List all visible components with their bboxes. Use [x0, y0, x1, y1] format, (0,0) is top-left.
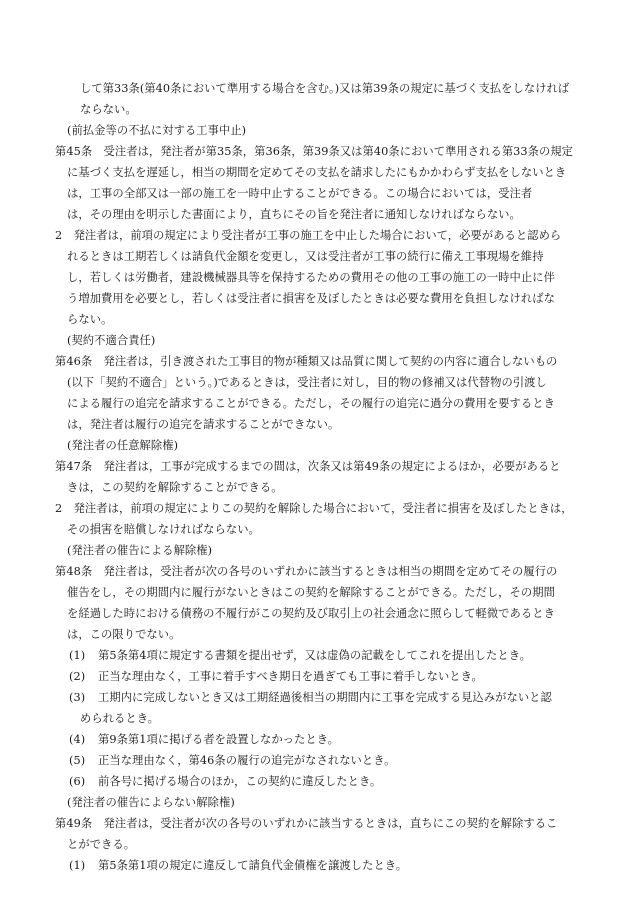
text-line: して第33条(第40条において準用する場合を含む。)又は第39条の規定に基づく支払をしなければ [80, 82, 570, 95]
text-line: を経過した時における債務の不履行がこの契約及び取引上の社会通念に照らして軽微であるとき [67, 607, 555, 620]
article-line: 第46条 発注者は，引き渡された工事目的物が種類又は品質に関して契約の内容に適合しないもの [55, 355, 558, 368]
paragraph-line: 2 発注者は，前項の規定によりこの契約を解除した場合において，受注者に損害を及ぼしたときは， [55, 502, 573, 515]
text-line: 催告をし，その期間内に履行がないときはこの契約を解除することができる。ただし，その期間 [67, 586, 555, 599]
text-line: (以下「契約不適合」という。)であるときは，受注者に対し，目的物の修補又は代替物の引渡し [67, 376, 547, 389]
text-line: は，その理由を明示した書面により，直ちにその旨を発注者に通知しなければならない。 [67, 208, 521, 221]
text-line: は，工事の全部又は一部の施工を一時中止することができる。この場合においては，受注者 [67, 187, 533, 200]
item-text: 第5条第1項の規定に違反して請負代金債権を譲渡したとき。 [98, 859, 408, 872]
text-line: その損害を賠償しなければならない。 [67, 523, 260, 536]
text-line: ならない。 [80, 103, 137, 116]
text-line: し，若しくは労働者，建設機械器具等を保持するための費用その他の工事の施工の一時中止に伴 [67, 271, 555, 284]
item-text: 第5条第4項に規定する書類を提出せず，又は虚偽の記載をしてこれを提出したとき。 [98, 649, 531, 662]
text-line: は，発注者は履行の追完を請求することができない。 [67, 418, 340, 431]
item-number: (1) [69, 859, 86, 872]
article-line: 第45条 受注者は，発注者が第35条，第36条，第39条又は第40条において準用される第33条の規定 [55, 145, 574, 158]
item-text: 前各号に掲げる場合のほか，この契約に違反したとき。 [98, 775, 382, 788]
paragraph-line: 2 発注者は，前項の規定により受注者が工事の施工を中止した場合において，必要があると認めら [55, 229, 562, 242]
text-line: う増加費用を必要とし，若しくは受注者に損害を及ぼしたときは必要な費用を負担しなければな [67, 292, 555, 305]
text-line: による履行の追完を請求することができる。ただし，その履行の追完に過分の費用を要するとき [67, 397, 555, 410]
item-text: 正当な理由なく，工事に着手すべき期日を過ぎても工事に着手しないとき。 [98, 670, 483, 683]
item-number: (3) [69, 691, 86, 704]
section-heading: (前払金等の不払に対する工事中止) [67, 124, 247, 137]
item-text: 第9条第1項に掲げる者を設置しなかったとき。 [98, 733, 339, 746]
article-line: 第48条 発注者は，受注者が次の各号のいずれかに該当するときは相当の期間を定めてその履行の [55, 565, 558, 578]
item-text: められるとき。 [80, 712, 159, 725]
text-line: とができる。 [67, 838, 136, 851]
section-heading: (発注者の催告による解除権) [67, 544, 213, 557]
text-line: らない。 [67, 313, 113, 326]
item-number: (6) [69, 775, 86, 788]
section-heading: (契約不適合責任) [67, 334, 156, 347]
item-number: (5) [69, 754, 86, 767]
section-heading: (発注者の催告によらない解除権) [67, 796, 235, 809]
item-text: 正当な理由なく，第46条の履行の追完がなされないとき。 [98, 754, 396, 767]
article-line: 第49条 発注者は，受注者が次の各号のいずれかに該当するときは，直ちにこの契約を解除するこ [55, 817, 558, 830]
text-line: は，この限りでない。 [67, 628, 181, 641]
text-line: きは，この契約を解除することができる。 [67, 481, 283, 494]
text-line: に基づく支払を遅延し，相当の期間を定めてその支払を請求したにもかかわらず支払をしないとき [67, 166, 567, 179]
text-line: れるときは工期若しくは請負代金額を変更し，又は受注者が工事の続行に備え工事現場を維持 [67, 250, 544, 263]
item-number: (4) [69, 733, 86, 746]
article-line: 第47条 発注者は，工事が完成するまでの間は，次条又は第49条の規定によるほか，必要があると [55, 460, 561, 473]
item-number: (2) [69, 670, 86, 683]
item-text: 工期内に完成しないとき又は工期経過後相当の期間内に工事を完成する見込みがないと認 [98, 691, 552, 704]
item-number: (1) [69, 649, 86, 662]
section-heading: (発注者の任意解除権) [67, 439, 179, 452]
